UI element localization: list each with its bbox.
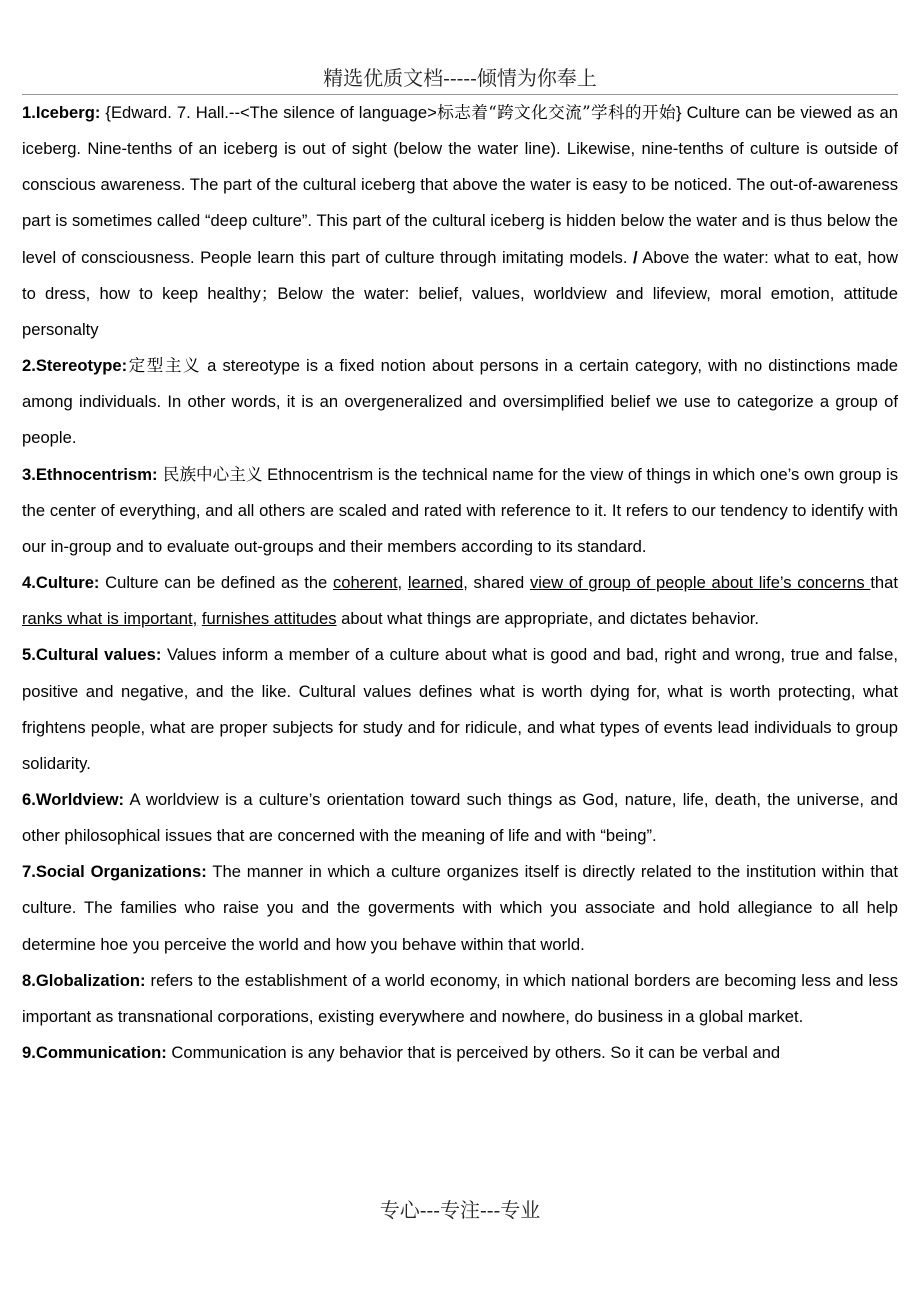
entry-communication bbox=[22, 1035, 898, 1071]
entry-text: Culture can be defined as the bbox=[99, 573, 333, 593]
entry-text: Values inform a member of a culture about what is good and bad, right and wrong, true and false, positive and negative, and the like. Cultural values defines what is worth dying for, what is worth protecting, what frightens people, what are proper subjects for study and for ridicule, and what types of events lead individuals to group solidarity. bbox=[22, 645, 898, 773]
underlined-phrase: ranks what is important, bbox=[22, 609, 198, 629]
entry-worldview bbox=[22, 782, 898, 854]
term-label: 2.Stereotype: bbox=[22, 356, 128, 376]
entry-text: Ethnocentrism is the technical name for the view of things in which one’s own group is the center of everything, and all others are scaled and rated with reference to it. It refers to our tendency to identify with our in-group and to evaluate out-groups and their members according to its standard. bbox=[22, 464, 898, 556]
term-label: 3.Ethnocentrism: bbox=[22, 464, 158, 484]
term-label: 1.Iceberg: bbox=[22, 103, 101, 122]
entry-text: {Edward. 7. Hall.--<The silence of language> bbox=[100, 103, 437, 122]
underlined-phrase: view of group of people about life’s concerns bbox=[529, 573, 871, 593]
entry-text: about what things are appropriate, and dictates behavior. bbox=[336, 609, 760, 629]
entry-text: Communication is any behavior that is perceived by others. So it can be verbal and bbox=[166, 1043, 781, 1063]
entry-text: a stereotype is a fixed notion about persons in a certain category, with no distinctions made among individuals. In other words, it is an overgeneralized and oversimplified belief we use to categorize a group of people. bbox=[22, 356, 899, 448]
entry-stereotype bbox=[22, 348, 898, 456]
underlined-phrase: coherent, bbox=[332, 573, 403, 593]
entry-slash: / bbox=[633, 247, 638, 267]
entry-text: A worldview is a culture’s orientation toward such things as God, nature, life, death, the universe, and other philosophical issues that are concerned with the meaning of life and with “being”. bbox=[22, 789, 898, 846]
entry-iceberg bbox=[22, 95, 898, 348]
entry-text: The manner in which a culture organizes itself is directly related to the institution within that culture. The families who raise you and the goverments with which you associate and hold allegiance to all help determine hoe you perceive the world and how you behave within that world. bbox=[22, 862, 899, 954]
entry-text: Above the water: what to eat, how to dress, how to keep healthy；Below the water: belief, values, worldview and lifeview, moral emotion, attitude personalty bbox=[22, 247, 898, 339]
underlined-phrase: furnishes attitudes bbox=[201, 609, 337, 629]
entry-globalization bbox=[22, 963, 898, 1035]
entry-social-organizations bbox=[22, 854, 898, 962]
entry-cultural-values bbox=[22, 637, 898, 782]
entry-text-chinese: 标志着“跨文化交流”学科的开始 bbox=[436, 103, 677, 122]
entry-culture bbox=[22, 565, 898, 637]
underlined-phrase: learned bbox=[407, 573, 464, 593]
term-label: 7.Social Organizations: bbox=[22, 862, 207, 882]
entry-text-chinese: 民族中心主义 bbox=[157, 464, 263, 484]
entry-text: } Culture can be viewed as an iceberg. Nine-tenths of an iceberg is out of sight (below the water line). Likewise, nine-tenths of culture is outside of conscious awareness. The part of the cultural iceberg that above the water is easy to be noticed. The out-of-awareness part is sometimes called “deep culture”. This part of the cultural iceberg is hidden below the water and is thus below the level of consciousness. People learn this part of culture through imitating models. bbox=[22, 103, 899, 267]
entry-text-chinese: 定型主义 bbox=[127, 356, 202, 376]
term-label: 4.Culture: bbox=[22, 573, 100, 593]
document-body bbox=[22, 95, 898, 1071]
term-label: 8.Globalization: bbox=[22, 970, 146, 990]
entry-text: refers to the establishment of a world economy, in which national borders are becoming less and less important as transnational corporations, existing everywhere and nowhere, do business in a global market. bbox=[22, 970, 898, 1026]
entry-ethnocentrism bbox=[22, 457, 898, 565]
term-label: 9.Communication: bbox=[22, 1043, 167, 1063]
entry-text: , shared bbox=[463, 573, 530, 593]
term-label: 5.Cultural values: bbox=[22, 645, 162, 665]
page-footer: 专心---专注---专业 bbox=[379, 1198, 541, 1222]
page-header: 精选优质文档-----倾情为你奉上 bbox=[323, 66, 597, 90]
entry-text: that bbox=[870, 573, 898, 593]
term-label: 6.Worldview: bbox=[22, 789, 125, 809]
